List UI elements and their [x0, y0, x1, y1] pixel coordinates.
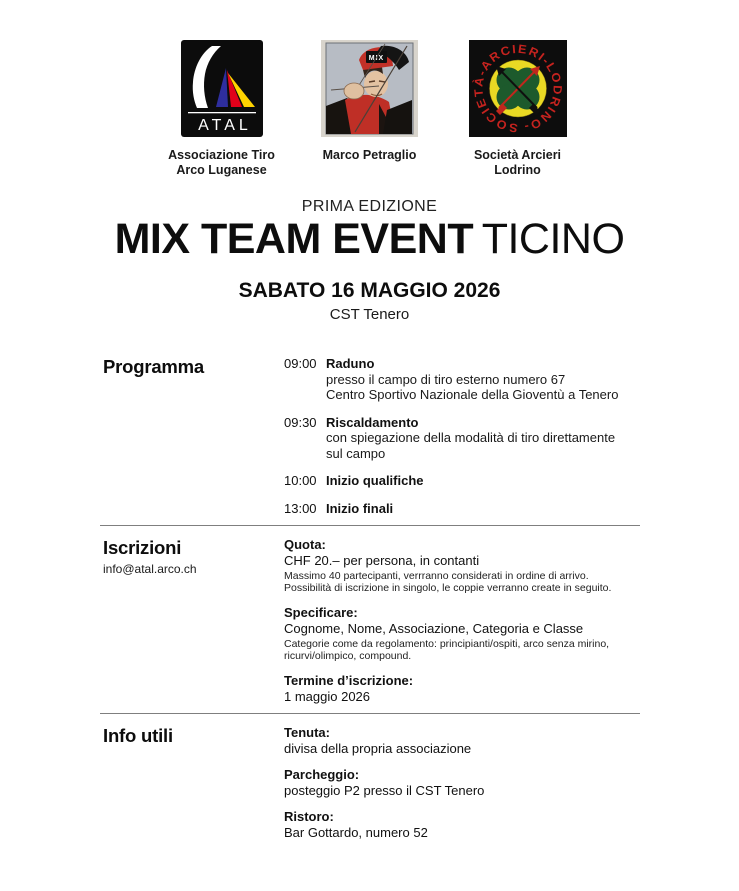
block-value: 1 maggio 2026 — [284, 688, 371, 704]
schedule-time: 10:00 — [284, 473, 317, 489]
logo-column-atal — [162, 40, 282, 178]
section-programma — [0, 356, 739, 525]
lodrino-ring-text: SOCIETÀ-ARCIERI-LODRINO- — [470, 41, 565, 136]
block-note: Massimo 40 partecipanti, verrranno considerati in ordine di arrivo. — [284, 570, 589, 583]
event-location: CST Tenero — [329, 306, 410, 324]
schedule-title: Inizio qualifiche — [326, 473, 424, 489]
edition-label: PRIMA EDIZIONE — [301, 198, 438, 215]
section-info-utili — [0, 714, 739, 849]
marco-caption-line1: Marco Petraglio — [322, 148, 417, 162]
schedule-title: Inizio finali — [326, 500, 394, 516]
block-note: Possibilità di iscrizione in singolo, le coppie verranno create in seguito. — [284, 582, 612, 595]
schedule-detail: con spiegazione della modalità di tiro direttamente — [326, 430, 616, 446]
block-label: Parcheggio: — [284, 767, 360, 783]
atal-wordmark: ATAL — [197, 117, 252, 134]
block-value: CHF 20.– per persona, in contanti — [284, 552, 480, 568]
schedule-row — [284, 501, 669, 517]
info-block-specificare — [284, 605, 669, 662]
block-value: Bar Gottardo, numero 52 — [284, 824, 428, 840]
atal-divider-line — [188, 112, 256, 113]
block-value: Cognome, Nome, Associazione, Categoria e Classe — [284, 620, 584, 636]
block-label: Termine d’iscrizione: — [284, 673, 414, 689]
logo-column-lodrino — [458, 40, 578, 178]
atal-caption — [168, 148, 275, 178]
event-title-bold: MIX TEAM EVENT — [114, 215, 474, 263]
lodrino-logo-icon — [469, 40, 567, 137]
schedule-entry — [326, 501, 393, 517]
marco-petraglio-illustration — [321, 40, 418, 137]
marco-caption — [323, 148, 417, 163]
block-label: Quota: — [284, 537, 326, 553]
lodrino-caption-line2: Lodrino — [494, 163, 541, 177]
iscrizioni-heading: Iscrizioni — [103, 537, 182, 559]
block-value: divisa della propria associazione — [284, 740, 472, 756]
schedule-detail: sul campo — [326, 445, 386, 461]
lodrino-caption-line1: Società Arcieri — [473, 148, 562, 162]
iscrizioni-heading-column — [103, 537, 284, 704]
event-title-region: TICINO — [481, 215, 625, 263]
block-label: Specificare: — [284, 605, 358, 621]
schedule-time: 13:00 — [284, 500, 317, 516]
schedule-time: 09:30 — [284, 414, 317, 430]
lodrino-caption — [474, 148, 561, 178]
block-note: Categorie come da regolamento: principianti/ospiti, arco senza mirino, — [284, 638, 610, 651]
event-title — [0, 216, 739, 263]
contact-email: info@atal.arco.ch — [103, 562, 197, 577]
info-block-termine — [284, 673, 669, 704]
schedule-row — [284, 356, 669, 403]
info-utili-heading: Info utili — [103, 725, 173, 747]
atal-caption-line1: Associazione Tiro — [168, 148, 275, 162]
block-label: Ristoro: — [284, 809, 334, 825]
schedule-detail: presso il campo di tiro esterno numero 67 — [326, 371, 566, 387]
schedule-title: Riscaldamento — [326, 414, 419, 430]
info-utili-heading-column — [103, 725, 284, 840]
info-block-ristoro — [284, 809, 669, 840]
event-date: SABATO 16 MAGGIO 2026 — [238, 279, 501, 303]
schedule-entry — [326, 473, 424, 489]
programma-heading-column — [103, 356, 284, 516]
programma-content — [284, 356, 669, 516]
section-iscrizioni — [0, 526, 739, 713]
schedule-detail: Centro Sportivo Nazionale della Gioventù a Tenero — [326, 387, 619, 403]
atal-caption-line2: Arco Luganese — [176, 163, 267, 177]
sections — [0, 356, 739, 849]
programma-heading: Programma — [103, 356, 205, 378]
schedule-row — [284, 415, 669, 462]
block-value: posteggio P2 presso il CST Tenero — [284, 782, 485, 798]
block-note: ricurvi/olimpico, compound. — [284, 650, 412, 663]
schedule-entry — [326, 356, 618, 403]
schedule-row — [284, 473, 669, 489]
marco-fist — [344, 83, 364, 99]
marco-cap-text: MIX — [368, 55, 385, 62]
schedule-time: 09:00 — [284, 356, 317, 372]
iscrizioni-content — [284, 537, 669, 704]
atal-logo-icon — [181, 40, 263, 137]
schedule-title: Raduno — [326, 356, 375, 372]
info-block-parcheggio — [284, 767, 669, 798]
schedule-entry — [326, 415, 615, 462]
info-utili-content — [284, 725, 669, 840]
info-block-tenuta — [284, 725, 669, 756]
info-block-quota — [284, 537, 669, 594]
logo-column-marco — [310, 40, 430, 163]
logos-row — [0, 0, 739, 178]
block-label: Tenuta: — [284, 725, 330, 741]
